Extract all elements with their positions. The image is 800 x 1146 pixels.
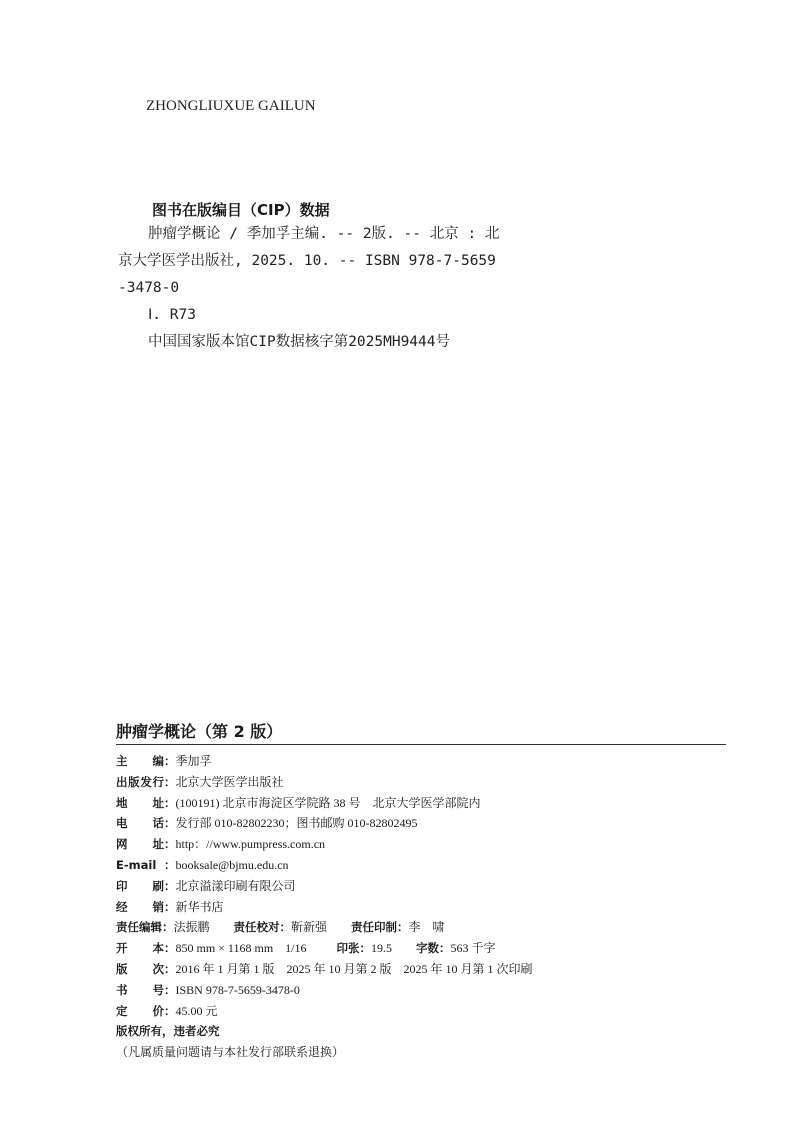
- print-supervisor: 责任印制 ： 李 啸: [351, 917, 445, 938]
- print-supervisor-value: 李 啸: [408, 920, 445, 935]
- isbn-value: ISBN 978-7-5659-3478-0: [175, 982, 300, 997]
- distributor-label: 经销: [116, 899, 164, 914]
- email-label: E-mail: [116, 857, 157, 872]
- editor-label: 主编: [116, 754, 164, 768]
- sheets-value: 19.5: [371, 941, 392, 956]
- email-value: booksale@bjmu.edu.cn: [175, 857, 289, 872]
- phone-label: 电话: [116, 816, 164, 831]
- cip-block: [118, 199, 578, 356]
- proofreader-value: 靳新强: [291, 920, 328, 935]
- proofreader-label: 责任校对: [233, 920, 280, 935]
- book-title: 肿瘤学概论（第 2 版）: [116, 719, 726, 745]
- row-address: 地址 ： (100191) 北京市海淀区学院路 38 号 北京大学医学部院内: [116, 793, 726, 814]
- editor-value: 季加孚: [175, 754, 212, 768]
- sheets: 印张 ： 19.5: [337, 938, 393, 959]
- website-label: 网址: [116, 837, 164, 852]
- address-value: (100191) 北京市海淀区学院路 38 号 北京大学医学部院内: [175, 795, 481, 810]
- edition-value: 2016 年 1 月第 1 版 2025 年 10 月第 2 版 2025 年 10 月第 1 次印刷: [175, 961, 533, 976]
- row-phone: 电话 ： 发行部 010-82802230；图书邮购 010-82802495: [116, 813, 726, 834]
- proofreader: 责任校对 ： 靳新强: [234, 917, 328, 938]
- wordcount-value: 563 千字: [450, 941, 496, 956]
- phone-value: 发行部 010-82802230；图书邮购 010-82802495: [175, 816, 418, 831]
- row-price: 定价 ： 45.00 元: [116, 1001, 726, 1022]
- price-value: 45.00 元: [175, 1003, 218, 1018]
- cip-heading: 图书在版编目（CIP）数据: [152, 201, 330, 219]
- responsible-editor-value: 法振鹏: [173, 920, 210, 935]
- distributor-value: 新华书店: [175, 899, 224, 914]
- row-distributor: 经销 ： 新华书店: [116, 897, 726, 918]
- responsible-editor-label: 责任编辑: [116, 920, 162, 935]
- sheets-label: 印张: [336, 941, 360, 956]
- format-label: 开本: [116, 941, 164, 956]
- print-supervisor-label: 责任印制: [351, 920, 398, 935]
- wordcount: 字数 ： 563 千字: [416, 938, 496, 959]
- row-publisher: 出版发行 ： 北京大学医学出版社: [116, 772, 726, 793]
- row-email: E-mail ： booksale@bjmu.edu.cn: [116, 855, 726, 876]
- pinyin-title: ZHONGLIUXUE GAILUN: [146, 98, 316, 114]
- cip-line-2: 京大学医学出版社, 2025. 10. -- ISBN 978-7-5659: [118, 253, 496, 269]
- row-edition: 版次 ： 2016 年 1 月第 1 版 2025 年 10 月第 2 版 2025 年 10 月第 1 次印刷: [116, 959, 726, 980]
- printer-value: 北京溢漾印刷有限公司: [175, 878, 296, 893]
- isbn-label: 书号: [116, 982, 164, 997]
- cip-line-3: -3478-0: [118, 280, 180, 296]
- row-isbn: 书号 ： ISBN 978-7-5659-3478-0: [116, 980, 726, 1001]
- edition-label: 版次: [116, 961, 164, 976]
- cip-line-4: Ⅰ. R73: [148, 307, 196, 323]
- price-label: 定价: [116, 1003, 164, 1018]
- wordcount-label: 字数: [416, 941, 439, 956]
- publisher-value: 北京大学医学出版社: [175, 774, 284, 789]
- address-label: 地址: [116, 795, 164, 810]
- imprint-list: [116, 751, 726, 1063]
- format-value: 850 mm × 1168 mm 1/16: [175, 941, 307, 956]
- return-note: （凡属质量问题请与本社发行部联系退换）: [116, 1045, 345, 1060]
- row-format: 开本 ： 850 mm × 1168 mm 1/16 印张 ： 19.5 字数 ： 563 千字: [116, 938, 726, 959]
- cip-line-1: 肿瘤学概论 / 季加孚主编. -- 2版. -- 北京 : 北: [148, 226, 500, 242]
- row-editor: 主编 ： 季加孚: [116, 751, 726, 772]
- cip-line-5: 中国国家版本馆CIP数据核字第2025MH9444号: [148, 334, 450, 350]
- printer-label: 印刷: [116, 878, 164, 893]
- website-value: http：//www.pumpress.com.cn: [175, 837, 326, 852]
- row-website: 网址 ： http：//www.pumpress.com.cn: [116, 834, 726, 855]
- responsible-editor: 责任编辑 ： 法振鹏: [116, 917, 210, 938]
- rights-statement: 版权所有，违者必究: [116, 1024, 220, 1039]
- row-responsibility: [116, 917, 726, 938]
- publisher-label: 出版发行: [116, 774, 164, 789]
- book-info: [116, 719, 726, 1063]
- row-printer: 印刷 ： 北京溢漾印刷有限公司: [116, 876, 726, 897]
